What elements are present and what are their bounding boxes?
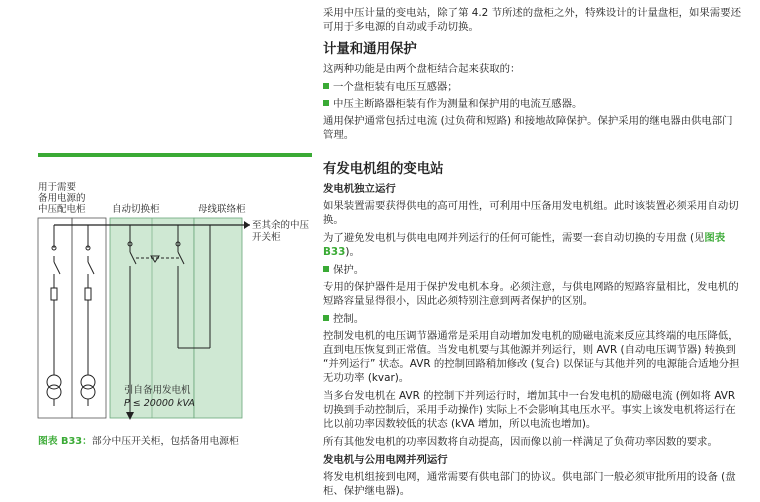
bullet-text: 中压主断路器柜装有作为测量和保护用的电流互感器。 (333, 98, 583, 110)
label-left-3: 中压配电柜 (38, 204, 86, 215)
label-auto-transfer: 自动切换柜 (112, 204, 160, 215)
label-right-2: 开关柜 (252, 232, 281, 243)
paragraph-p6: 所有其他发电机的功率因数将自动提高，因而像以前一样满足了负荷功率因数的要求。 (323, 436, 718, 448)
bullet-text: 一个盘柜装有电压互感器； (333, 81, 458, 93)
paragraph-p2 (323, 231, 741, 259)
label-left-1: 用于需要 (38, 182, 77, 193)
bullet-square-icon (323, 100, 329, 106)
bullet-item (323, 312, 741, 326)
panel-outline-2 (72, 218, 106, 418)
bullet-item (323, 80, 741, 94)
figure-caption (38, 433, 239, 447)
switchgear-diagram (30, 170, 320, 425)
panel-bus-tie (194, 218, 242, 418)
arrow-right-icon (244, 221, 250, 229)
text-column (323, 6, 741, 502)
fuse-icon (85, 288, 91, 300)
bullet-text: 控制。 (333, 313, 365, 325)
label-generator-1: 引自备用发电机 (124, 385, 191, 396)
bullet-text: 保护。 (333, 264, 365, 276)
panel-outline-1 (38, 218, 72, 418)
switch-icon (88, 262, 94, 274)
section1-paragraph: 通用保护通常包括过电流 (过负荷和短路) 和接地故障保护。保护采用的继电器由供电部门管理。 (323, 115, 733, 141)
p2-end: )。 (345, 246, 360, 258)
bullet-square-icon (323, 83, 329, 89)
label-left-2: 备用电源的 (38, 193, 86, 204)
bullet-square-icon (323, 315, 329, 321)
label-right-1: 至其余的中压 (252, 220, 310, 231)
caption-text: 部分中压开关柜，包括备用电源柜 (91, 436, 239, 447)
section-heading-metering: 计量和通用保护 (323, 42, 417, 57)
bullet-item (323, 263, 741, 277)
bullet-square-icon (323, 266, 329, 272)
subheading-parallel: 发电机与公用电网并列运行 (323, 454, 448, 466)
label-generator-2: P ≤ 20000 kVA (124, 398, 195, 409)
caption-tag: 图表 B33： (38, 436, 92, 447)
bullet-item (323, 97, 741, 111)
label-bus-tie: 母线联络柜 (198, 204, 246, 215)
paragraph-p4: 控制发电机的电压调节器通常是采用自动增加发电机的励磁电流来反应其终端的电压降低，直到电压恢复到正常值。当发电机要与其他源并列运行，则 AVR (自动电压调节器) 转换到 “并列运行” 状态。AVR 的控制回路稍加修改 (复合) 以保证与其他并列的电源能合适地分担无功功率 (kvar)。 (323, 330, 740, 384)
paragraph-p5: 当多台发电机在 AVR 的控制下并列运行时，增加其中一台发电机的励磁电流 (例如将 AVR 切换到手动控制后，采用手动操作) 实际上不会影响其电压水平。事实上该发电机将运行在比以前功率因数较低的状态 (kVA 增加，所以电流也增加)。 (323, 390, 736, 430)
fuse-icon (51, 288, 57, 300)
paragraph-p3: 专用的保护器件是用于保护发电机本身。必须注意，与供电网路的短路容量相比，发电机的短路容量显得很小，因此必须特别注意到两者保护的区别。 (323, 281, 739, 307)
figure-top-rule (38, 153, 312, 157)
subheading-standalone: 发电机独立运行 (323, 183, 396, 195)
paragraph-p7: 将发电机组接到电网，通常需要有供电部门的协议。供电部门一般必须审批所用的设备 (盘柜、保护继电器)。 (323, 471, 736, 497)
section1-lead: 这两种功能是由两个盘柜结合起来获取的： (323, 63, 521, 75)
figure-link[interactable]: 图表 B33 (323, 232, 726, 258)
section-heading-generator: 有发电机组的变电站 (323, 162, 444, 177)
switch-icon (54, 262, 60, 274)
p2-text: 为了避免发电机与供电电网并列运行的任何可能性，需要一套自动切换的专用盘 (见 (323, 232, 705, 244)
paragraph-p1: 如果装置需要获得供电的高可用性，可利用中压备用发电机组。此时该装置必须采用自动切换。 (323, 200, 739, 226)
intro-paragraph: 采用中压计量的变电站，除了第 4.2 节所述的盘柜之外，特殊设计的计量盘柜，如果需要还可用于多电源的自动或手动切换。 (323, 7, 741, 33)
